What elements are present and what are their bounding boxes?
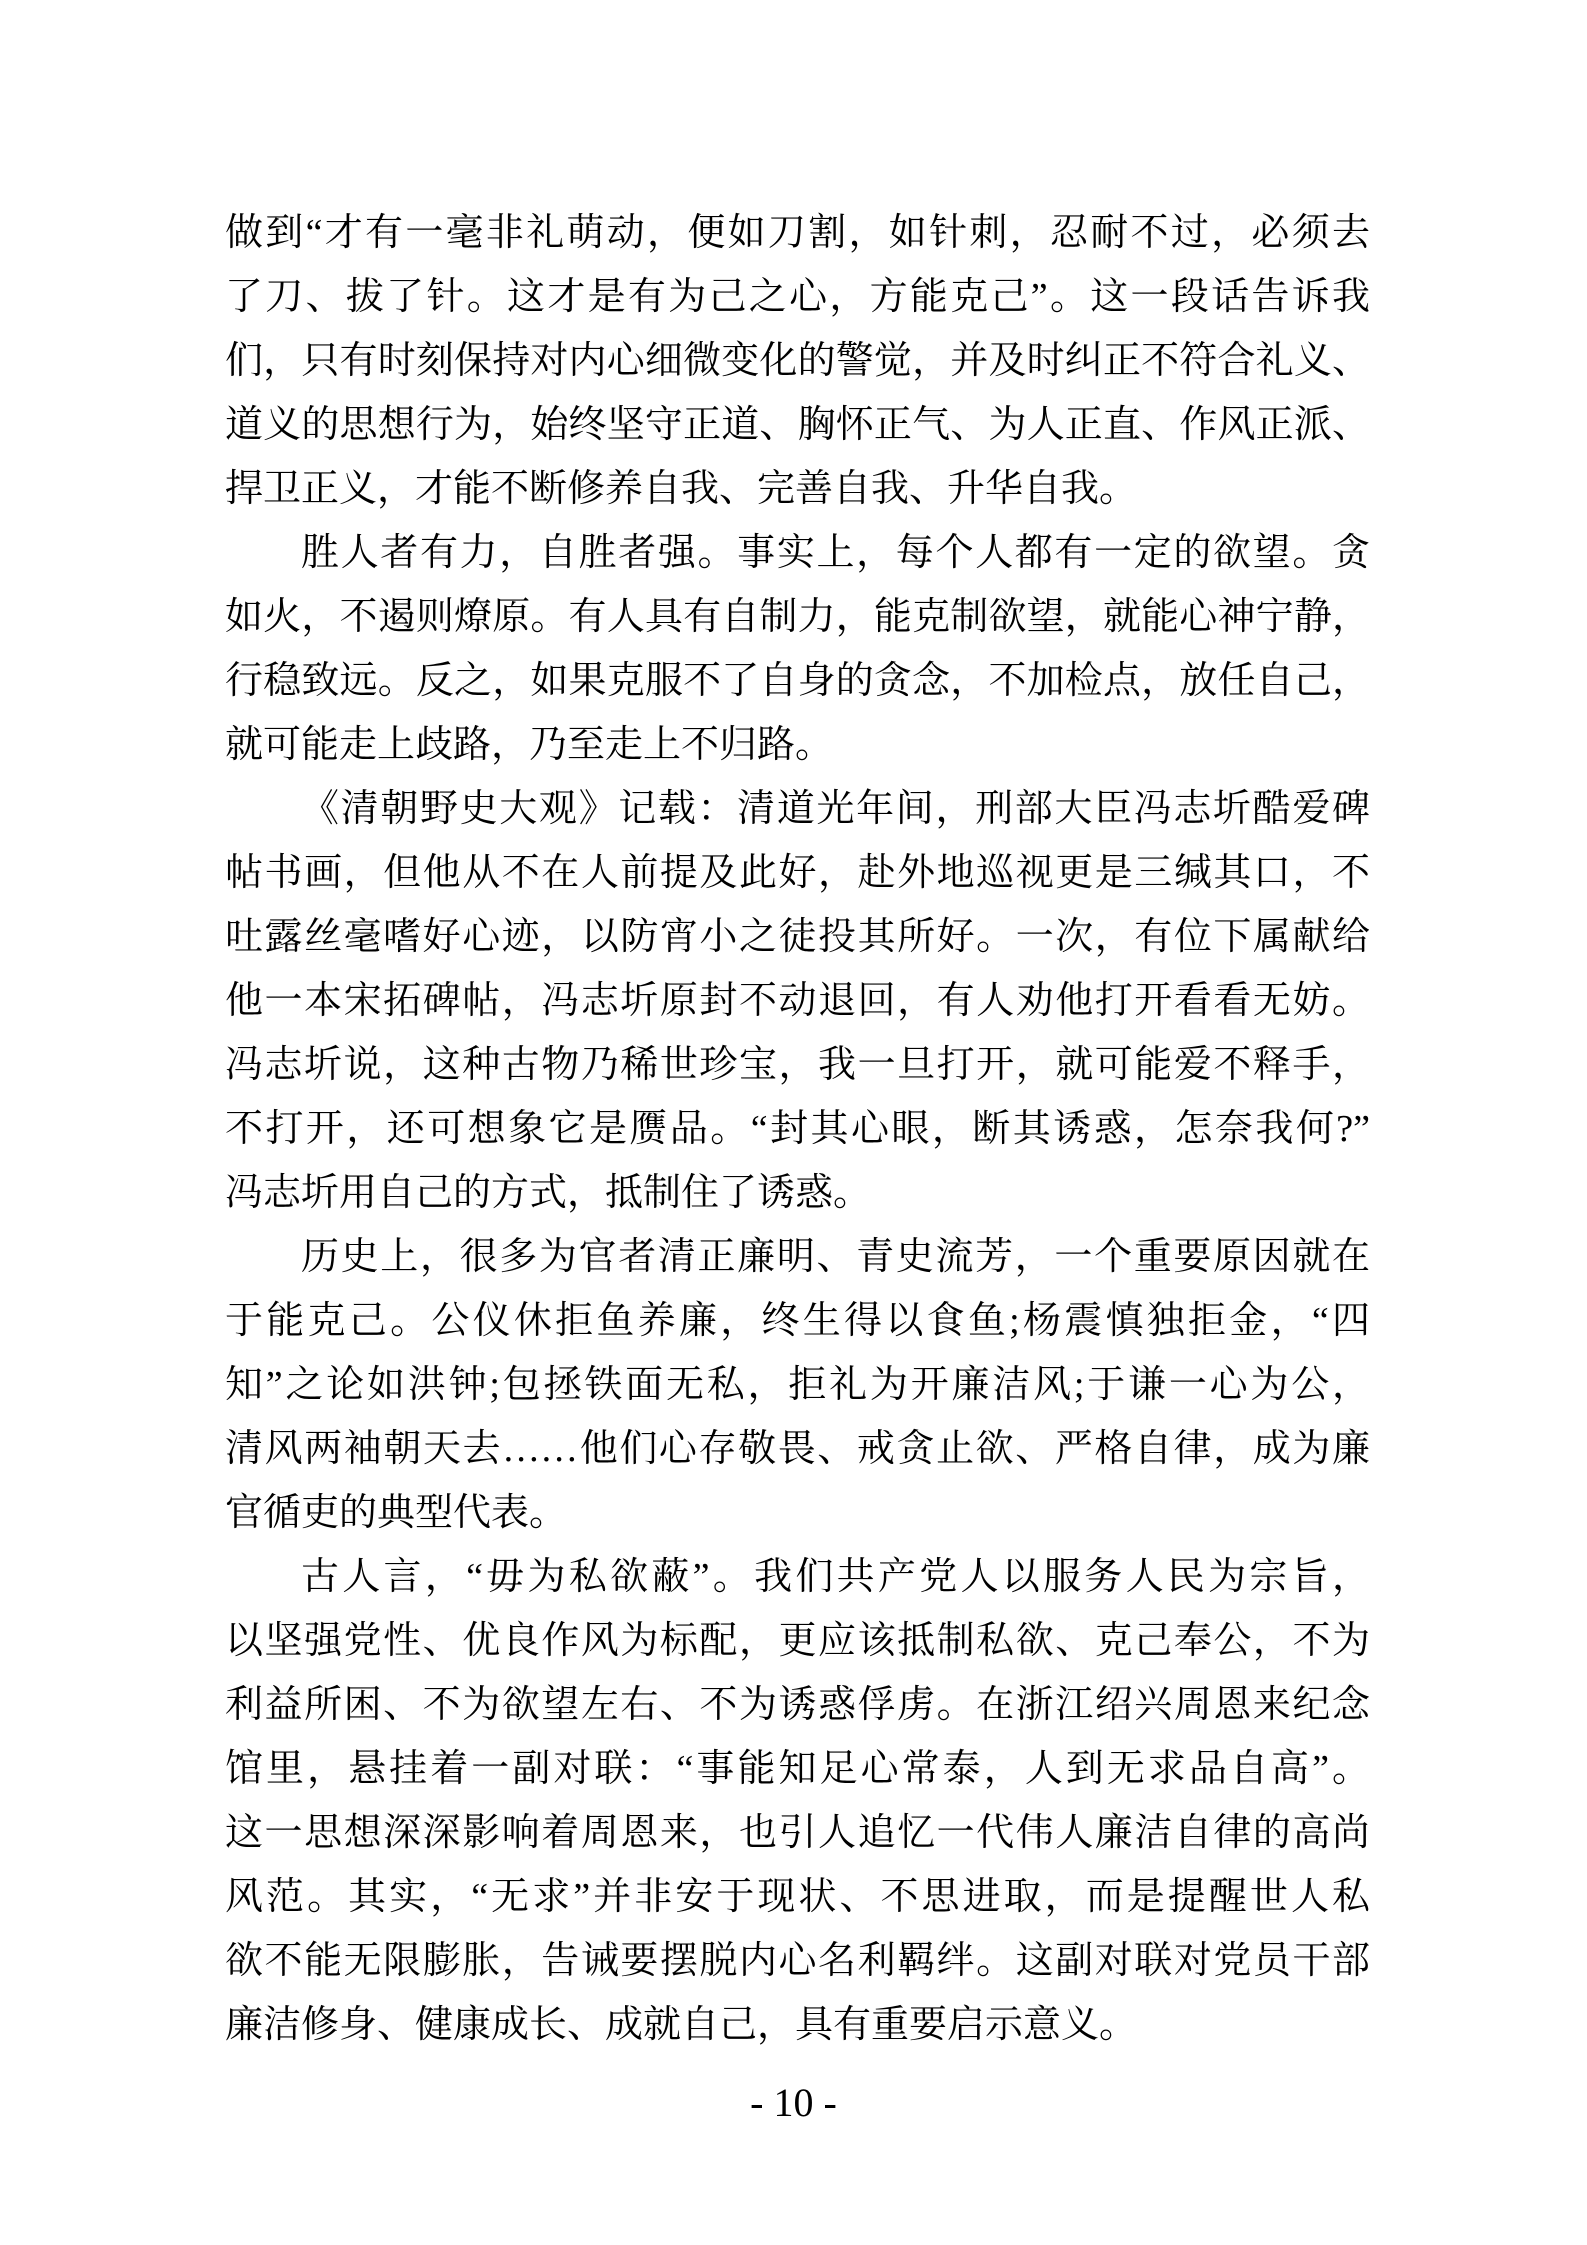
text-line: 不打开，还可想象它是赝品。“封其心眼，断其诱惑，怎奈我何?” xyxy=(225,1108,1370,1150)
page-number: - 10 - xyxy=(750,2080,837,2125)
text-line: 冯志圻用自己的方式，抵制住了诱惑。 xyxy=(225,1172,872,1214)
text-line: 《清朝野史大观》记载：清道光年间，刑部大臣冯志圻酷爱碑 xyxy=(301,788,1370,830)
text-line: 吐露丝毫嗜好心迹，以防宵小之徒投其所好。一次，有位下属献给 xyxy=(225,916,1370,958)
text-line: 如火，不遏则燎原。有人具有自制力，能克制欲望，就能心神宁静， xyxy=(225,596,1370,638)
text-line: 以坚强党性、优良作风为标配，更应该抵制私欲、克己奉公，不为 xyxy=(225,1620,1370,1662)
text-line: 历史上，很多为官者清正廉明、青史流芳，一个重要原因就在 xyxy=(301,1236,1370,1278)
text-line: 帖书画，但他从不在人前提及此好，赴外地巡视更是三缄其口，不 xyxy=(225,852,1370,894)
text-line: 官循吏的典型代表。 xyxy=(225,1492,568,1534)
text-line: 古人言，“毋为私欲蔽”。我们共产党人以服务人民为宗旨， xyxy=(301,1556,1370,1598)
text-line: 了刀、拔了针。这才是有为己之心，方能克己”。这一段话告诉我 xyxy=(225,276,1370,318)
text-line: 知”之论如洪钟;包拯铁面无私，拒礼为开廉洁风;于谦一心为公， xyxy=(225,1364,1370,1406)
text-line: 道义的思想行为，始终坚守正道、胸怀正气、为人正直、作风正派、 xyxy=(225,404,1370,446)
text-line: 冯志圻说，这种古物乃稀世珍宝，我一旦打开，就可能爱不释手， xyxy=(225,1044,1370,1086)
text-line: 做到“才有一毫非礼萌动，便如刀割，如针刺，忍耐不过，必须去 xyxy=(225,212,1370,254)
text-line: 利益所困、不为欲望左右、不为诱惑俘虏。在浙江绍兴周恩来纪念 xyxy=(225,1684,1370,1726)
text-line: 捍卫正义，才能不断修养自我、完善自我、升华自我。 xyxy=(225,468,1138,510)
text-line: 于能克己。公仪休拒鱼养廉，终生得以食鱼;杨震慎独拒金，“四 xyxy=(225,1300,1370,1342)
body-text xyxy=(225,201,1370,2057)
text-line: 就可能走上歧路，乃至走上不归路。 xyxy=(225,724,834,766)
text-line: 胜人者有力，自胜者强。事实上，每个人都有一定的欲望。贪 xyxy=(301,532,1370,574)
text-line: 清风两袖朝天去……他们心存敬畏、戒贪止欲、严格自律，成为廉 xyxy=(225,1428,1370,1470)
text-line: 们，只有时刻保持对内心细微变化的警觉，并及时纠正不符合礼义、 xyxy=(225,340,1370,382)
text-line: 他一本宋拓碑帖，冯志圻原封不动退回，有人劝他打开看看无妨。 xyxy=(225,980,1370,1022)
text-line: 这一思想深深影响着周恩来，也引人追忆一代伟人廉洁自律的高尚 xyxy=(225,1812,1370,1854)
text-line: 馆里，悬挂着一副对联：“事能知足心常泰，人到无求品自高”。 xyxy=(225,1748,1370,1790)
text-line: 行稳致远。反之，如果克服不了自身的贪念，不加检点，放任自己， xyxy=(225,660,1370,702)
page-footer xyxy=(0,2071,1587,2135)
text-line: 风范。其实，“无求”并非安于现状、不思进取，而是提醒世人私 xyxy=(225,1876,1370,1918)
text-line: 欲不能无限膨胀，告诫要摆脱内心名利羁绊。这副对联对党员干部 xyxy=(225,1940,1370,1982)
text-line: 廉洁修身、健康成长、成就自己，具有重要启示意义。 xyxy=(225,2004,1138,2046)
